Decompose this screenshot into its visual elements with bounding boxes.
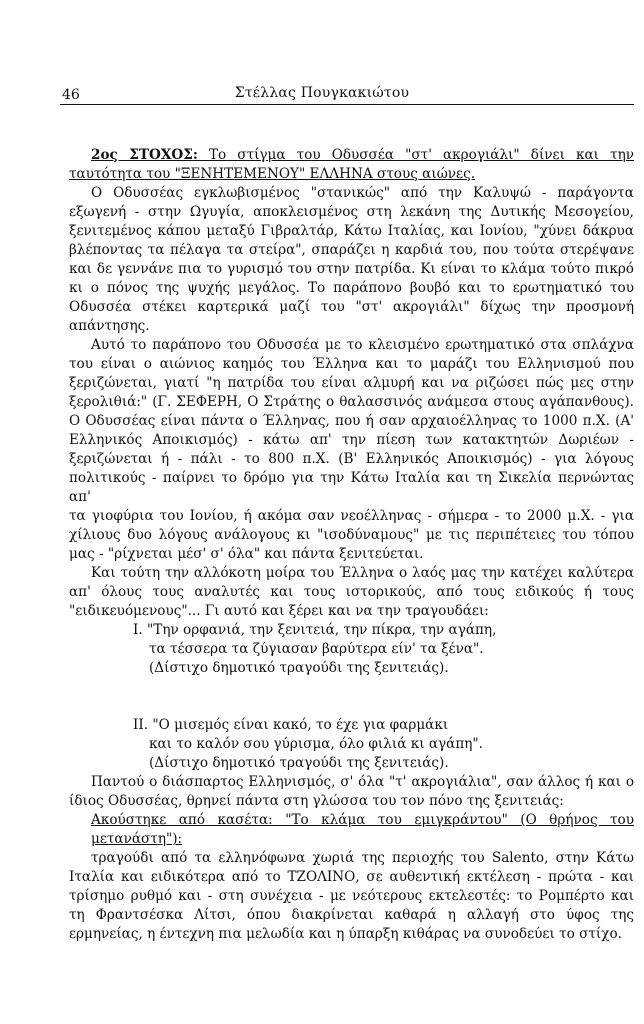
cassette-note — [69, 811, 634, 849]
running-head: Στέλλας Πουγκακιώτου — [234, 85, 410, 101]
cassette-title-line-1: Ακούστηκε από κασέτα: "Το κλάμα του εμιγκράντου" (Ο θρήνος του — [91, 812, 634, 828]
text-line: ξενιτεμένος κάπου μεταξύ Γιβραλτάρ, Κάτω Ιταλίας, και Ιονίου, "χύνει δάκρυα — [69, 223, 634, 239]
text-line: τη Φραντσέσκα Λίτσι, όπου διακρίνεται καθαρά η αλλαγή στο ύφος της — [69, 907, 634, 923]
verse-line: τα τέσσερα τα ζύγιασαν βαρύτερα είν' τα ξένα". — [149, 641, 484, 657]
text-line: ξερολιθιά:" (Γ. ΣΕΦΕΡΗ, Ο Στράτης ο θαλασσινός ανάμεσα στους αγάπανθους). — [69, 394, 634, 410]
text-line: ξεριζώνεται, γιατί "η πατρίδα του είναι αλμυρή και να ριζώσει πώς μες στην — [69, 375, 634, 391]
page-number: 46 — [62, 87, 80, 103]
text-line: Ιταλία και ειδικότερα από το ΤΖΟΛΙΝΟ, σε αυθεντική εκτέλεση - πρώτα - και — [69, 869, 634, 885]
text-line: μας - "ρίχνεται μέσ' σ' όλα" και πάντα ξενιτεύεται. — [69, 546, 424, 562]
paragraph-5 — [69, 849, 634, 944]
text-line: Ο Οδυσσέας είναι πάντα ο Έλληνας, που ή σαν αρχαιοέλληνας το 1000 π.Χ. (Α' — [69, 413, 634, 429]
text-line: Οδυσσέα στέκει καρτερικά μαζί του "στ' ακρογιάλι" δίχως την προσμονή — [69, 299, 634, 315]
text-line: χίλιους δυο λόγους ανάλογους κι "ισοδύναμους" με τις περιπέτειες του τόπου — [69, 527, 634, 543]
header-rule — [60, 104, 634, 105]
section-heading-line-2: ταυτότητα του "ΞΕΝΗΤΕΜΕΝΟΥ" ΕΛΛΗΝΑ στους αιώνες. — [69, 166, 476, 182]
text-line: του είναι ο αιώνιος καημός του Έλληνα και το μαράζι του Ελληνισμού που — [69, 356, 634, 372]
paragraph-1 — [69, 184, 634, 336]
paragraph-4 — [69, 773, 634, 811]
text-line: ερμηνείας, η έντεχνη πια μελωδία και η ύπαρξη κιθάρας να συνοδεύει το στίχο. — [69, 926, 622, 942]
text-line: τα γιοφύρια του Ιονίου, ή ακόμα σαν νεοέλληνας - σήμερα - το 2000 μ.Χ. - για — [69, 508, 634, 524]
text-line: κι ο πόνος της ψυχής μεγάλος. Το παράπονο βουβό και το ερωτηματικό του — [69, 280, 634, 296]
page-body — [69, 146, 634, 944]
text-line: πολιτικούς - παίρνει το δρόμο για την Κάτω Ιταλία και τη Σικελία περνώντας απ' — [69, 470, 634, 505]
spacer — [69, 678, 634, 716]
text-line: ξεριζώνεται ή - πάλι - το 800 π.Χ. (Β' Ελληνικός Αποικισμός) - για λόγους — [69, 451, 634, 467]
section-heading-line-1 — [69, 146, 634, 165]
text-line: τρίσημο ρυθμό και - στη συνέχεια - με νεότερους εκτελεστές: το Ρομπέρτο και — [69, 888, 634, 904]
section-heading-label: 2ος ΣΤΟΧΟΣ: Το στίγμα του Οδυσσέα "στ' ακρογιάλι" δίνει και την — [91, 147, 635, 163]
text-line: Παντού ο διάσπαρτος Ελληνισμός, σ' όλα "τ' ακρογιάλια", σαν άλλος ή και ο — [91, 774, 634, 790]
text-line: "ειδικευόμενους"... Γι αυτό και ξέρει και να την τραγουδάει: — [69, 603, 489, 619]
text-line: τραγούδι από τα ελληνόφωνα χωριά της περιοχής του Salento, στην Κάτω — [91, 850, 634, 866]
verse-line: Ι. "Την ορφανιά, την ξενιτειά, την πίκρα, την αγάπη, — [133, 622, 497, 638]
text-line: βλέποντας τα πέλαγα τα στείρα", σπαράζει η καρδιά του, που τούτα στερέψανε — [69, 242, 634, 258]
folk-couplet-2 — [69, 716, 634, 773]
verse-source: (Δίστιχο δημοτικό τραγούδι της ξενιτειάς). — [149, 755, 449, 771]
text-line: Ελληνικός Αποικισμός) - κάτω απ' την πίεση των κατακτητών Δωριέων - — [69, 432, 634, 448]
verse-source: (Δίστιχο δημοτικό τραγούδι της ξενιτειάς). — [149, 660, 449, 676]
paragraph-3 — [69, 564, 634, 621]
verse-line: ΙΙ. "Ο μισεμός είναι κακό, το έχε για φαρμάκι — [133, 717, 449, 733]
folk-couplet-1 — [69, 621, 634, 678]
text-line: Ο Οδυσσέας εγκλωβισμένος "στανικώς" από την Καλυψώ - παράγοντα — [91, 185, 634, 201]
text-line: απάντησης. — [69, 318, 150, 334]
text-line: Και τούτη την αλλόκοτη μοίρα του Έλληνα ο λαός μας την κατέχει καλύτερα — [91, 565, 634, 581]
text-line: ίδιος Οδυσσέας, θρηνεί πάντα στη γλώσσα του τον πόνο της ξενιτειάς: — [69, 793, 564, 809]
text-line: απ' όλους τους αναλυτές και τους ιστορικούς, από τους ειδικούς ή τους — [69, 584, 634, 600]
text-line: Αυτό το παράπονο του Οδυσσέα με το κλεισμένο ερωτηματικό στα σπλάχνα — [91, 337, 634, 353]
cassette-title-line-2: μετανάστη"): — [91, 831, 183, 847]
text-line: εξωγενή - στην Ωγυγία, αποκλεισμένος στη λεκάνη της Δυτικής Μεσογείου, — [69, 204, 634, 220]
text-line: και δε γεννάνε πια το γυρισμό του στην πατρίδα. Κι είναι το κλάμα τούτο πικρό — [69, 261, 634, 277]
verse-line: και το καλόν σου γύρισμα, όλο φιλιά κι αγάπη". — [149, 736, 483, 752]
paragraph-2 — [69, 336, 634, 564]
